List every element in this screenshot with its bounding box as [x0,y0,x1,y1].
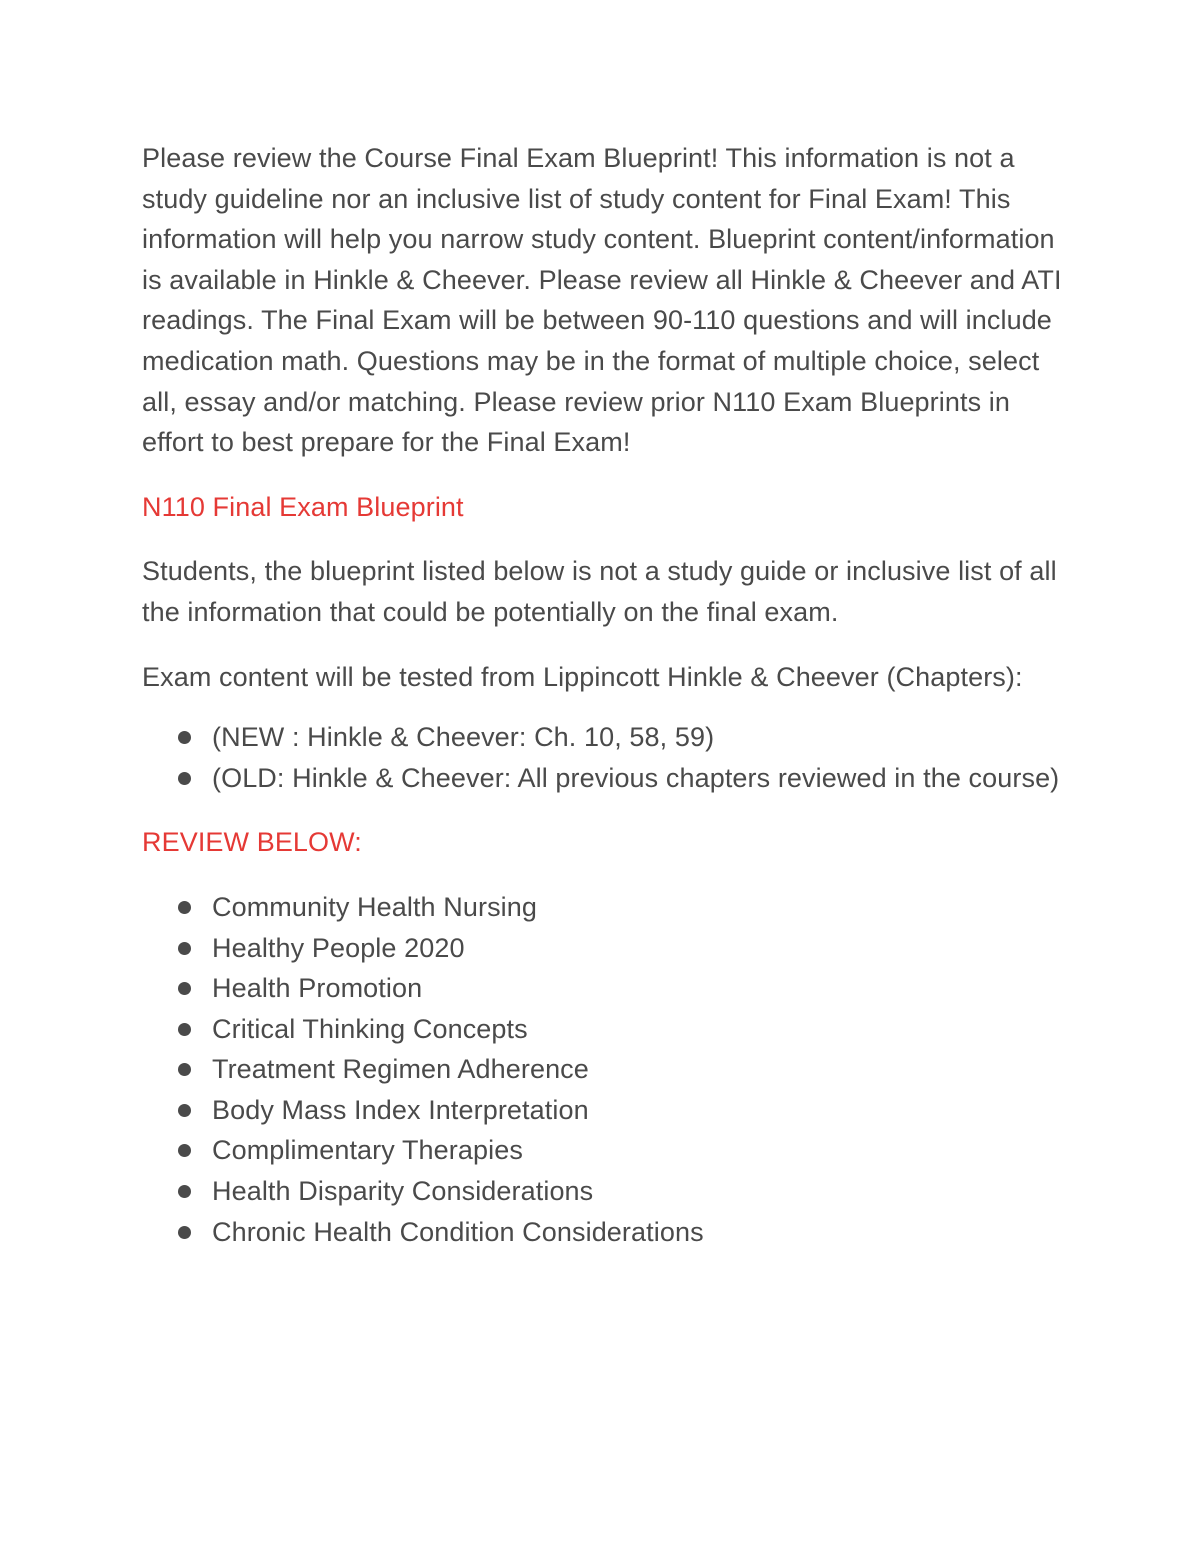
list-item [142,1171,1072,1212]
bullet-icon [178,1104,191,1117]
blueprint-heading: N110 Final Exam Blueprint [142,491,464,522]
bullet-icon [178,1063,191,1076]
bullet-icon [178,1144,191,1157]
bullet-icon [178,942,191,955]
bullet-icon [178,1185,191,1198]
list-item [142,1049,1072,1090]
review-heading: REVIEW BELOW: [142,827,362,858]
review-item-text: Health Disparity Considerations [212,1176,594,1207]
list-item [142,1009,1072,1050]
chapter-item-text: (NEW : Hinkle & Cheever: Ch. 10, 58, 59) [212,722,715,753]
list-item [142,928,1072,969]
intro-paragraph: Please review the Course Final Exam Blueprint! This information is not a study guideline nor an inclusive list of study content for Final Exam! This information will help you narrow study content. Blueprint content/information is available in Hinkle & Cheever. Please review all Hinkle & Cheever and ATI readings. The Final Exam will be between 90-110 questions and will include medication math. Questions may be in the format of multiple choice, select all, essay and/or matching. Please review prior N110 Exam Blueprints in effort to best prepare for the Final Exam! [142,143,1062,458]
review-item-text: Community Health Nursing [212,891,538,922]
bullet-icon [178,772,191,785]
review-list [142,887,1072,1252]
review-item-text: Health Promotion [212,973,423,1004]
review-item-text: Healthy People 2020 [212,932,465,963]
list-item [142,968,1072,1009]
review-item-text: Treatment Regimen Adherence [212,1054,589,1085]
document-page [142,138,1072,1276]
bullet-icon [178,901,191,914]
list-item [142,1130,1072,1171]
list-item [142,758,1072,799]
chapters-list [142,717,1072,798]
review-item-text: Complimentary Therapies [212,1135,523,1166]
chapter-item-text: (OLD: Hinkle & Cheever: All previous chapters reviewed in the course) [212,762,1060,793]
exam-content-paragraph: Exam content will be tested from Lippincott Hinkle & Cheever (Chapters): [142,661,1023,692]
list-item [142,887,1072,928]
students-note: Students, the blueprint listed below is not a study guide or inclusive list of all the information that could be potentially on the final exam. [142,556,1057,627]
review-item-text: Critical Thinking Concepts [212,1013,528,1044]
list-item [142,1212,1072,1253]
review-item-text: Body Mass Index Interpretation [212,1094,589,1125]
bullet-icon [178,982,191,995]
bullet-icon [178,1226,191,1239]
bullet-icon [178,731,191,744]
list-item [142,1090,1072,1131]
list-item [142,717,1072,758]
review-item-text: Chronic Health Condition Considerations [212,1216,704,1247]
bullet-icon [178,1023,191,1036]
